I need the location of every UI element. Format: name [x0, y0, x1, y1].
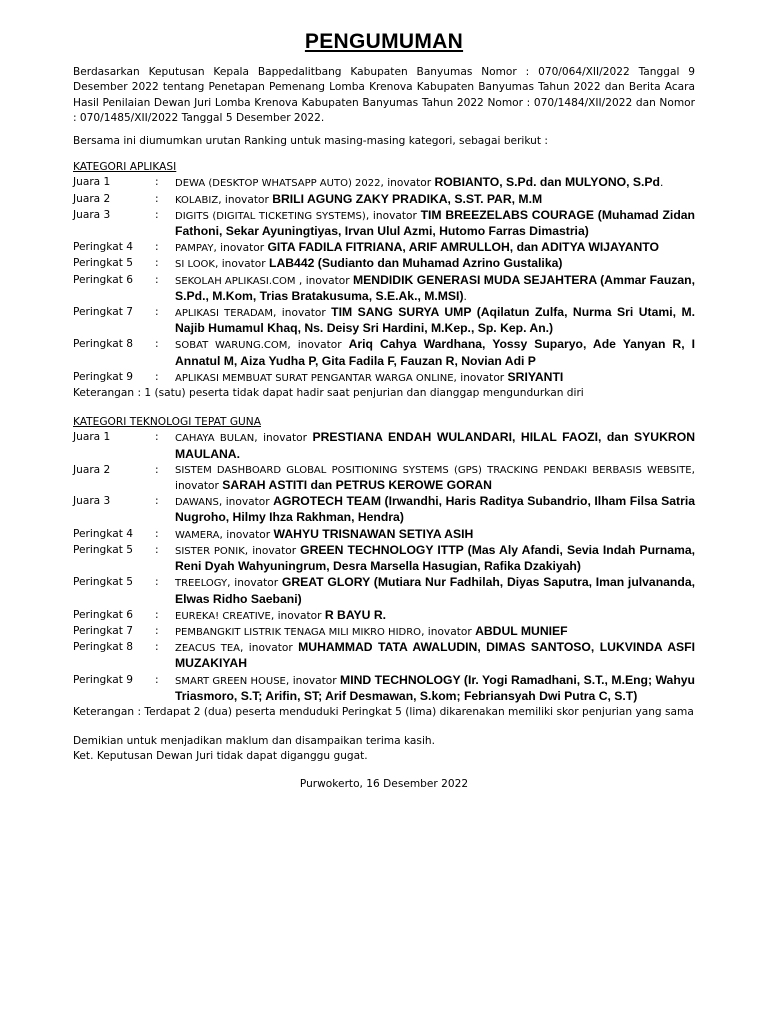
ranking-row	[73, 575, 695, 607]
ranking-row	[73, 640, 695, 672]
inovator-name: Ariq Cahya Wardhana, Yossy Suparyo, Ade Yanyan R, I Annatul M, Aiza Yudha P, Gita Fadila F, Fauzan R, Novian Adi P	[175, 337, 695, 368]
ranking-row	[73, 494, 695, 526]
inovator-connector: , inovator	[219, 528, 274, 541]
rank-label: Peringkat 7	[73, 306, 133, 319]
rank-label: Juara 3	[73, 208, 111, 221]
ranking-row	[73, 305, 695, 337]
inovator-connector: , inovator	[365, 209, 421, 222]
product-name: APLIKASI MEMBUAT SURAT PENGANTAR WARGA ONLINE	[175, 372, 454, 384]
note-ttg: Keterangan : Terdapat 2 (dua) peserta menduduki Peringkat 5 (lima) dikarenakan memiliki skor penjurian yang sama	[73, 705, 694, 718]
intro-paragraph: Berdasarkan Keputusan Kepala Bappedalitbang Kabupaten Banyumas Nomor : 070/064/XII/2022 Tanggal 9 Desember 2022 tentang Penetapan Pemenang Lomba Krenova Kabupaten Banyumas Tahun 2022 dan Berita Acara Hasil Penilaian Dewan Juri Lomba Krenova Kabupaten Banyumas Tahun 2022 Nomor : 070/1484/XII/2022 dan Nomor : 070/1485/XII/2022 Tanggal 5 Desember 2022.	[73, 66, 695, 124]
inovator-name: BRILI AGUNG ZAKY PRADIKA, S.ST. PAR, M.M	[272, 191, 543, 206]
product-name: SOBAT WARUNG.COM	[175, 340, 288, 352]
colon-separator: :	[155, 338, 159, 351]
colon-separator: :	[155, 370, 159, 383]
inovator-connector: , inovator	[240, 642, 299, 655]
inovator-name: R BAYU R.	[324, 607, 387, 622]
rank-label: Peringkat 7	[73, 624, 133, 637]
colon-separator: :	[155, 431, 159, 444]
inovator-name: TIM BREEZELABS COURAGE (Muhamad Zidan Fathoni, Sekar Ayuningtiyas, Irvan Ulul Azmi, Hutomo Farras Dimastria)	[175, 207, 695, 239]
entry-text	[175, 527, 695, 543]
document-title: PENGUMUMAN	[304, 30, 464, 53]
entry-text	[175, 673, 695, 705]
inovator-name: TIM SANG SURYA UMP (Aqilatun Zulfa, Nurma Sri Utami, M. Najib Humamul Khaq, Ns. Deisy Sri Hardini, M.Kep., Sp. Kep. An.)	[175, 305, 695, 336]
product-name: DIGITS (DIGITAL TICKETING SYSTEMS)	[175, 210, 366, 222]
product-name: CAHAYA BULAN	[175, 433, 255, 445]
inovator-connector: , inovator	[287, 339, 349, 352]
entry-text	[175, 624, 695, 640]
inovator-name: WAHYU TRISNAWAN SETIYA ASIH	[273, 526, 474, 541]
inovator-connector: , inovator	[218, 496, 274, 509]
product-name: EUREKA! CREATIVE	[175, 610, 271, 622]
product-name: PEMBANGKIT LISTRIK TENAGA MILI MIKRO HIDRO	[175, 626, 422, 638]
inovator-connector: , inovator	[421, 625, 476, 638]
entry-tail: .	[659, 177, 664, 190]
product-name: SISTER PONIK	[175, 545, 245, 557]
inovator-name: ABDUL MUNIEF	[475, 623, 568, 638]
entry-text	[175, 305, 695, 337]
product-name: SEKOLAH APLIKASI.COM	[175, 275, 296, 287]
inovator-connector: , inovator	[272, 307, 332, 320]
rank-label: Peringkat 4	[73, 527, 133, 540]
entry-text	[175, 208, 695, 240]
entry-text	[175, 192, 695, 208]
entry-text	[175, 175, 695, 191]
inovator-name: LAB442 (Sudianto dan Muhamad Azrino Gustalika)	[269, 256, 563, 271]
ranking-row	[73, 192, 695, 208]
inovator-name: MENDIDIK GENERASI MUDA SEJAHTERA (Ammar Fauzan, S.Pd., M.Kom, Trias Bratakusuma, S.E.Ak., M.MSI)	[175, 272, 695, 303]
colon-separator: :	[155, 673, 159, 686]
inovator-name: SRIYANTI	[507, 369, 564, 384]
category-heading-ttg: KATEGORI TEKNOLOGI TEPAT GUNA	[73, 416, 261, 429]
product-name: APLIKASI TERADAM	[175, 308, 273, 320]
rank-label: Peringkat 8	[73, 641, 133, 654]
inovator-connector: , inovator	[380, 177, 435, 190]
product-name: PAMPAY	[175, 243, 214, 255]
inovator-connector: , inovator	[218, 193, 273, 206]
entry-text	[175, 430, 695, 462]
colon-separator: :	[155, 495, 159, 508]
inovator-connector: , inovator	[215, 258, 269, 271]
rank-label: Peringkat 6	[73, 608, 133, 621]
inovator-connector: , inovator	[244, 544, 301, 557]
ranking-row	[73, 337, 695, 369]
colon-separator: :	[155, 527, 159, 540]
colon-separator: :	[155, 543, 159, 556]
product-name: KOLABIZ	[175, 194, 219, 206]
product-name: TREELOGY	[175, 578, 228, 590]
rank-label: Juara 1	[73, 431, 111, 444]
entry-text	[175, 608, 695, 624]
entry-text	[175, 240, 695, 256]
ranking-row	[73, 208, 695, 240]
colon-separator: :	[155, 257, 159, 270]
inovator-connector: , inovator	[175, 463, 695, 493]
inovator-name: AGROTECH TEAM (Irwandhi, Haris Raditya Subandrio, Ilham Filsa Satria Nugroho, Hilmy Ihza Rakhman, Hendra)	[175, 494, 695, 525]
colon-separator: :	[155, 208, 159, 221]
rank-label: Juara 2	[73, 192, 111, 205]
entry-text	[175, 543, 695, 575]
place-and-date: Purwokerto, 16 Desember 2022	[299, 777, 469, 790]
ranking-row	[73, 175, 695, 191]
inovator-connector: , inovator	[270, 609, 325, 622]
announcement-document	[73, 30, 695, 792]
rank-label: Peringkat 6	[73, 273, 133, 286]
colon-separator: :	[155, 608, 159, 621]
product-name: DEWA (DESKTOP WHATSAPP AUTO) 2022	[175, 178, 381, 190]
entry-text	[175, 370, 695, 386]
inovator-connector: , inovator	[295, 274, 354, 287]
inovator-name: MUHAMMAD TATA AWALUDIN, DIMAS SANTOSO, LUKVINDA ASFI MUZAKIYAH	[175, 640, 695, 671]
rank-label: Juara 1	[73, 176, 111, 189]
ranking-row	[73, 370, 695, 386]
ranking-row	[73, 624, 695, 640]
inovator-connector: , inovator	[285, 674, 341, 687]
product-name: WAMERA	[175, 529, 220, 541]
rank-label: Peringkat 4	[73, 241, 133, 254]
ranking-row	[73, 673, 695, 705]
ranking-row	[73, 463, 695, 494]
inovator-name: GREAT GLORY (Mutiara Nur Fadhilah, Diyas Saputra, Iman julvananda, Elwas Ridho Saebani)	[175, 575, 695, 606]
rank-label: Peringkat 5	[73, 576, 133, 589]
entry-text	[175, 273, 695, 305]
entry-text	[175, 256, 695, 272]
colon-separator: :	[155, 576, 159, 589]
rank-label: Juara 3	[73, 495, 111, 508]
product-name: SMART GREEN HOUSE	[175, 675, 286, 687]
entry-text	[175, 640, 695, 672]
rank-label: Peringkat 5	[73, 543, 133, 556]
inovator-name: GREEN TECHNOLOGY ITTP (Mas Aly Afandi, Sevia Indah Purnama, Reni Dyah Wahyuningrum, Desra Marsella Hasugian, Rafika Dzakiyah)	[175, 542, 695, 574]
rank-label: Peringkat 9	[73, 370, 133, 383]
inovator-connector: , inovator	[213, 242, 268, 255]
inovator-connector: , inovator	[254, 432, 313, 445]
entry-text	[175, 575, 695, 607]
colon-separator: :	[155, 192, 159, 205]
inovator-connector: , inovator	[453, 371, 508, 384]
note-aplikasi: Keterangan : 1 (satu) peserta tidak dapat hadir saat penjurian dan dianggap mengundurkan diri	[73, 387, 584, 400]
colon-separator: :	[155, 624, 159, 637]
ranking-row	[73, 527, 695, 543]
rank-label: Juara 2	[73, 463, 111, 476]
ranking-row	[73, 608, 695, 624]
inovator-name: SARAH ASTITI dan PETRUS KEROWE GORAN	[222, 478, 492, 493]
rank-label: Peringkat 5	[73, 257, 133, 270]
ranking-list-aplikasi	[73, 175, 695, 386]
inovator-name: MIND TECHNOLOGY (Ir. Yogi Ramadhani, S.T., M.Eng; Wahyu Triasmoro, S.T; Arifin, ST; Arif Desmawan, S.kom; Febriansyah Dwi Putra C, S.T)	[175, 672, 695, 703]
colon-separator: :	[155, 273, 159, 286]
inovator-connector: , inovator	[227, 577, 282, 590]
ranking-row	[73, 273, 695, 305]
entry-tail: .	[463, 290, 467, 303]
entry-text	[175, 337, 695, 369]
jury-decision-note: Ket. Keputusan Dewan Juri tidak dapat diganggu gugat.	[73, 750, 368, 763]
category-heading-aplikasi: KATEGORI APLIKASI	[73, 161, 177, 174]
inovator-name: GITA FADILA FITRIANA, ARIF AMRULLOH, dan ADITYA WIJAYANTO	[267, 240, 660, 255]
rank-label: Peringkat 9	[73, 673, 133, 686]
ranking-row	[73, 430, 695, 462]
entry-text	[175, 494, 695, 526]
colon-separator: :	[155, 176, 159, 189]
ranking-row	[73, 240, 695, 256]
product-name: SI LOOK	[175, 259, 215, 271]
inovator-name: ROBIANTO, S.Pd. dan MULYONO, S.Pd	[434, 175, 660, 190]
colon-separator: :	[155, 463, 159, 476]
entry-text	[175, 463, 695, 494]
rank-label: Peringkat 8	[73, 338, 133, 351]
product-name: ZEACUS TEA	[175, 643, 240, 655]
ranking-list-ttg	[73, 430, 695, 704]
colon-separator: :	[155, 306, 159, 319]
lead-paragraph: Bersama ini diumumkan urutan Ranking untuk masing-masing kategori, sebagai berikut :	[73, 135, 548, 148]
product-name: DAWANS	[175, 497, 219, 509]
colon-separator: :	[155, 241, 159, 254]
closing-statement: Demikian untuk menjadikan maklum dan disampaikan terima kasih.	[73, 735, 435, 748]
product-name: SISTEM DASHBOARD GLOBAL POSITIONING SYSTEMS (GPS) TRACKING PENDAKI BERBASIS WEBSITE	[175, 464, 692, 476]
ranking-row	[73, 543, 695, 575]
colon-separator: :	[155, 641, 159, 654]
ranking-row	[73, 256, 695, 272]
inovator-name: PRESTIANA ENDAH WULANDARI, HILAL FAOZI, dan SYUKRON MAULANA.	[175, 430, 695, 461]
